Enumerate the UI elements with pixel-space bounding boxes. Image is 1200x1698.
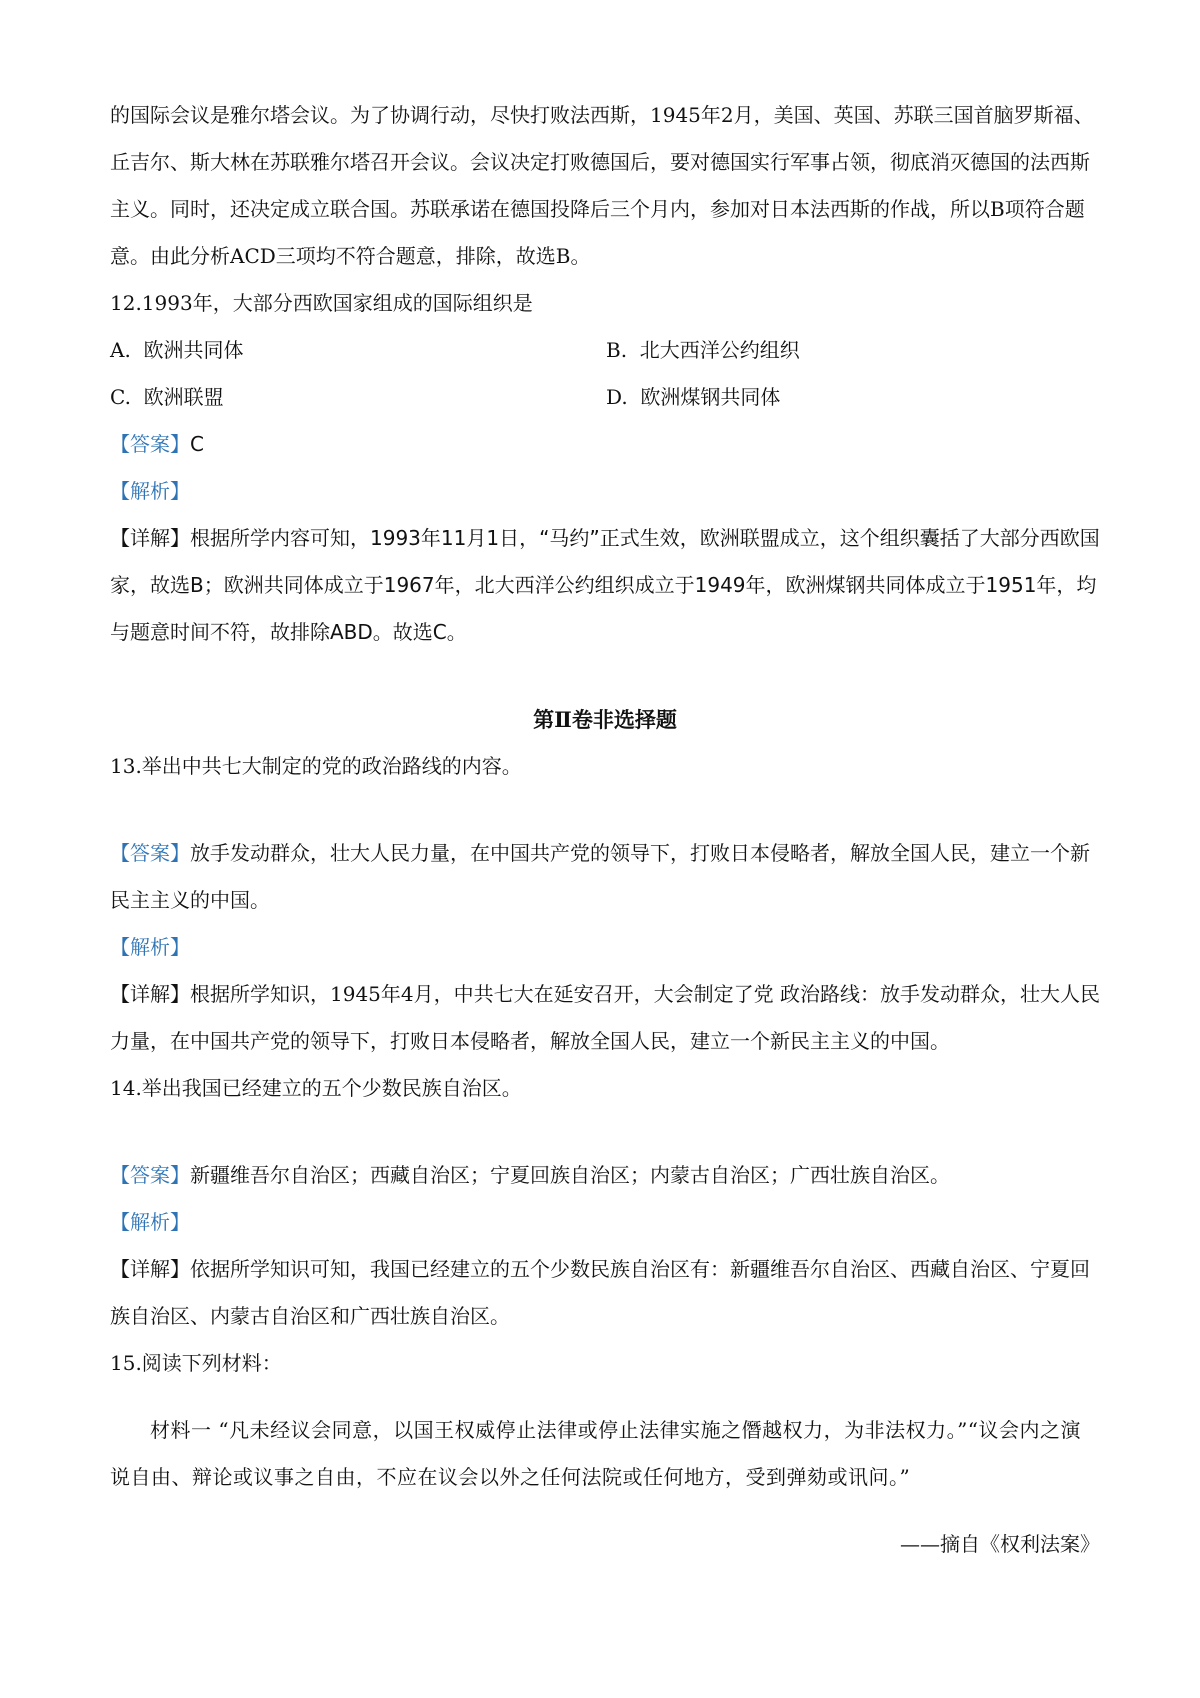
question-13-detail	[110, 971, 1100, 1065]
detail-label: 【详解】	[110, 1257, 190, 1281]
question-15-stem: 15.阅读下列材料：	[110, 1351, 282, 1375]
detail-text: 根据所学知识，1945年4月，中共七大在延安召开，大会制定了党 政治路线：放手发动群众，壮大人民力量，在中国共产党的领导下，打败日本侵略者，解放全国人民，建立一个新民主主义的中国。	[110, 982, 1100, 1053]
answer-text: C	[190, 432, 204, 456]
question-14-answer	[110, 1152, 1100, 1199]
material-1-quote: 材料一 “凡未经议会同意，以国王权威停止法律或停止法律实施之僭越权力，为非法权力。”“议会内之演说自由、辩论或议事之自由，不应在议会以外之任何法院或任何地方，受到弹劾或讯问。”	[110, 1418, 1082, 1489]
question-14-analysis	[110, 1199, 1100, 1246]
option-c	[110, 374, 606, 421]
question-12-answer	[110, 421, 1100, 468]
option-letter: B.	[606, 338, 628, 362]
analysis-label: 【解析】	[110, 479, 190, 503]
option-letter: C.	[110, 385, 131, 409]
material-1-source: ——摘自《权利法案》	[900, 1532, 1100, 1556]
answer-space	[110, 1112, 1100, 1152]
analysis-label: 【解析】	[110, 935, 190, 959]
question-12-options	[110, 327, 1100, 421]
option-text: 欧洲煤钢共同体	[640, 385, 781, 409]
answer-text: 新疆维吾尔自治区；西藏自治区；宁夏回族自治区；内蒙古自治区；广西壮族自治区。	[190, 1163, 950, 1187]
question-14-stem: 14.举出我国已经建立的五个少数民族自治区。	[110, 1076, 522, 1100]
answer-text: 放手发动群众，壮大人民力量，在中国共产党的领导下，打败日本侵略者，解放全国人民，建立一个新民主主义的中国。	[110, 841, 1090, 912]
analysis-label: 【解析】	[110, 1210, 190, 1234]
option-letter: A.	[110, 338, 131, 362]
answer-label: 【答案】	[110, 1163, 190, 1187]
option-letter: D.	[606, 385, 628, 409]
option-d	[606, 374, 1100, 421]
question-12-analysis	[110, 468, 1100, 515]
option-text: 北大西洋公约组织	[639, 338, 800, 362]
answer-space	[110, 790, 1100, 830]
section-title: 第Ⅱ卷非选择题	[533, 707, 677, 732]
page-content	[110, 92, 1100, 1588]
question-14-detail	[110, 1246, 1100, 1340]
intro-paragraph: 的国际会议是雅尔塔会议。为了协调行动，尽快打败法西斯，1945年2月，美国、英国、苏联三国首脑罗斯福、丘吉尔、斯大林在苏联雅尔塔召开会议。会议决定打败德国后，要对德国实行军事占领，彻底消灭德国的法西斯主义。同时，还决定成立联合国。苏联承诺在德国投降后三个月内，参加对日本法西斯的作战，所以B项符合题意。由此分析ACD三项均不符合题意，排除，故选B。	[110, 103, 1094, 268]
detail-label: 【详解】	[110, 526, 190, 550]
question-12-detail	[110, 515, 1100, 656]
question-13-stem: 13.举出中共七大制定的党的政治路线的内容。	[110, 754, 522, 778]
answer-label: 【答案】	[110, 432, 190, 456]
detail-text: 依据所学知识可知，我国已经建立的五个少数民族自治区有：新疆维吾尔自治区、西藏自治区、宁夏回族自治区、内蒙古自治区和广西壮族自治区。	[110, 1257, 1090, 1328]
option-text: 欧洲联盟	[143, 385, 224, 409]
question-13-answer	[110, 830, 1100, 924]
option-a	[110, 327, 606, 374]
question-12-stem: 12.1993年，大部分西欧国家组成的国际组织是	[110, 291, 533, 315]
detail-text: 根据所学内容可知，1993年11月1日，“马约”正式生效，欧洲联盟成立，这个组织囊括了大部分西欧国家，故选B；欧洲共同体成立于1967年，北大西洋公约组织成立于1949年，欧洲煤钢共同体成立于1951年，均与题意时间不符，故排除ABD。故选C。	[110, 526, 1100, 644]
detail-label: 【详解】	[110, 982, 190, 1006]
option-b	[606, 327, 1100, 374]
answer-label: 【答案】	[110, 841, 190, 865]
question-13-analysis	[110, 924, 1100, 971]
option-text: 欧洲共同体	[143, 338, 244, 362]
